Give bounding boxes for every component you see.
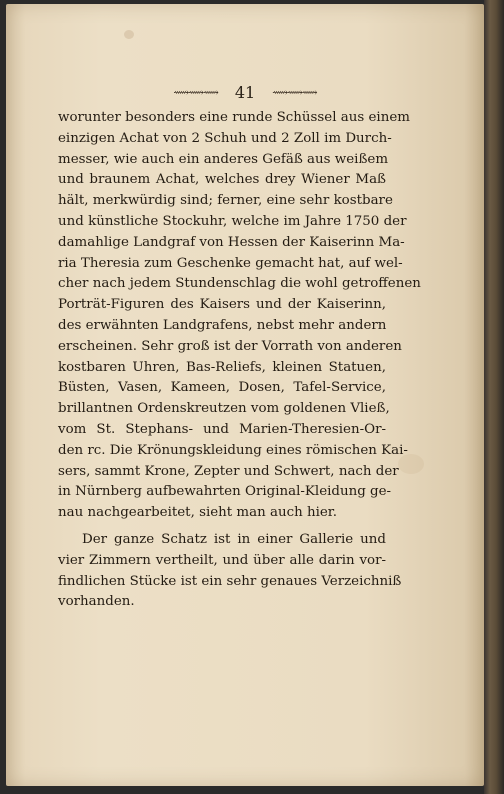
text-line: hält, merkwürdig sind; ferner, eine sehr kostbare xyxy=(58,193,393,209)
text-line: ria Theresia zum Geschenke gemacht hat, auf wel- xyxy=(58,255,403,271)
text-line: Büsten, Vasen, Kameen, Dosen, Tafel-Service, xyxy=(58,380,386,396)
text-line: und künstliche Stockuhr, welche im Jahre 1750 der xyxy=(58,213,407,229)
text-line: den rc. Die Krönungskleidung eines römischen Kai- xyxy=(58,442,408,458)
text-line: erscheinen. Sehr groß ist der Vorrath von anderen xyxy=(58,338,402,354)
paragraph-2 xyxy=(58,530,402,613)
text-line: vorhanden. xyxy=(58,594,135,610)
text-line: vom St. Stephans- und Marien-Theresien-Or- xyxy=(58,421,386,437)
text-line: worunter besonders eine runde Schüssel aus einem xyxy=(58,110,410,125)
text-line: brillantnen Ordenskreutzen vom goldenen Vließ, xyxy=(58,401,390,417)
book-page xyxy=(6,4,484,786)
text-line: einzigen Achat von 2 Schuh und 2 Zoll im Durch- xyxy=(58,130,392,146)
header-ornament-right: ⟿⟿⟿ xyxy=(272,86,317,99)
text-line: Porträt-Figuren des Kaisers und der Kaiserinn, xyxy=(58,297,386,313)
paragraph-1 xyxy=(58,108,421,524)
text-line: kostbaren Uhren, Bas-Reliefs, kleinen Statuen, xyxy=(58,359,386,375)
body-text xyxy=(58,108,421,613)
text-line: und braunem Achat, welches drey Wiener Maß xyxy=(58,172,386,188)
page-number: 41 xyxy=(234,83,256,102)
page-header xyxy=(6,82,484,102)
text-line: vier Zimmern vertheilt, und über alle darin vor- xyxy=(58,552,386,568)
text-line: damahlige Landgraf von Hessen der Kaiserinn Ma- xyxy=(58,234,405,250)
text-line: Der ganze Schatz ist in einer Gallerie und xyxy=(82,531,386,547)
text-line: cher nach jedem Stundenschlag die wohl getroffenen xyxy=(58,276,421,292)
text-line: in Nürnberg aufbewahrten Original-Kleidung ge- xyxy=(58,484,392,500)
header-ornament-left: ⟿⟿⟿ xyxy=(173,86,218,99)
ink-spot xyxy=(124,30,134,39)
text-line: sers, sammt Krone, Zepter und Schwert, nach der xyxy=(58,463,399,479)
text-line: des erwähnten Landgrafens, nebst mehr andern xyxy=(58,317,387,333)
text-line: messer, wie auch ein anderes Gefäß aus weißem xyxy=(58,151,389,167)
text-line: findlichen Stücke ist ein sehr genaues Verzeichniß xyxy=(58,573,402,589)
book-edge xyxy=(484,0,504,794)
text-line: nau nachgearbeitet, sieht man auch hier. xyxy=(58,505,337,521)
